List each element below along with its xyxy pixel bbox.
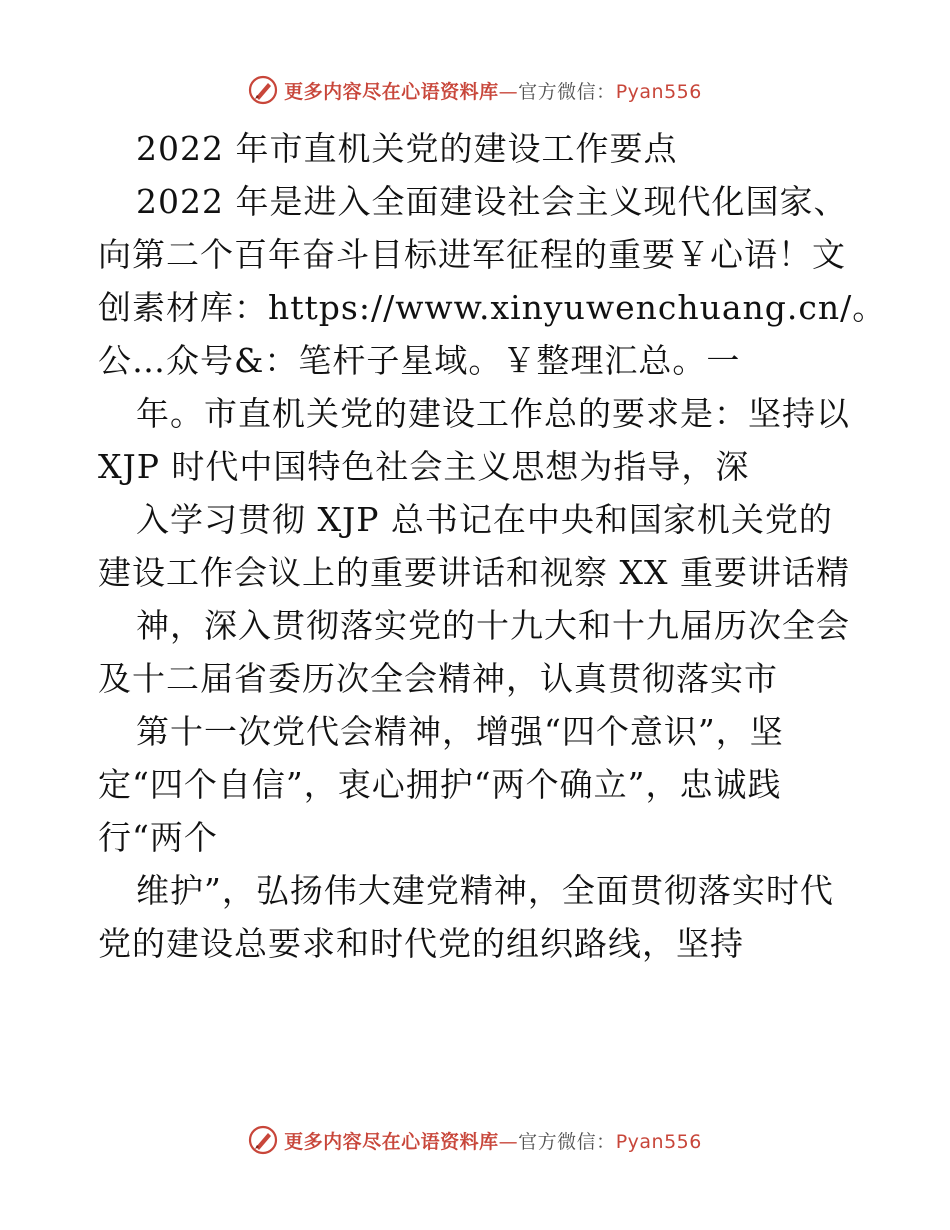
- footer-wechat-label: 官方微信：: [518, 1130, 616, 1153]
- text-line: 公…众号&：笔杆子星域。￥整理汇总。一: [98, 341, 741, 380]
- document-body: [98, 122, 887, 970]
- header-wechat-id: Pyan556: [615, 80, 702, 103]
- text-line: XJP 时代中国特色社会主义思想为指导，深: [98, 447, 750, 486]
- document-title: 2022 年市直机关党的建设工作要点: [136, 129, 678, 168]
- quill-pen-logo-icon: [248, 1125, 278, 1155]
- footer-banner-text: [284, 1127, 702, 1154]
- text-line: 第十一次党代会精神，增强“四个意识”，坚: [136, 712, 784, 751]
- text-line: 入学习贯彻 XJP 总书记在中央和国家机关党的: [136, 500, 833, 539]
- text-line: 党的建设总要求和时代党的组织路线，坚持: [98, 924, 744, 963]
- footer-dash: —: [498, 1130, 519, 1153]
- text-line: 建设工作会议上的重要讲话和视察 XX 重要讲话精: [98, 553, 850, 592]
- text-line: 向第二个百年奋斗目标进军征程的重要￥心语！文: [98, 235, 846, 274]
- footer-wechat-id: Pyan556: [615, 1130, 702, 1153]
- text-line: 2022 年是进入全面建设社会主义现代化国家、: [136, 182, 848, 221]
- header-dash: —: [498, 80, 519, 103]
- text-line: 维护”，弘扬伟大建党精神，全面贯彻落实时代: [136, 871, 834, 910]
- footer-banner: [0, 1120, 950, 1160]
- header-wechat-label: 官方微信：: [518, 80, 616, 103]
- text-line: 行“两个: [98, 818, 218, 857]
- header-banner: [0, 70, 950, 110]
- text-line: 年。市直机关党的建设工作总的要求是：坚持以: [136, 394, 850, 433]
- quill-pen-logo-icon: [248, 75, 278, 105]
- text-line: 神，深入贯彻落实党的十九大和十九届历次全会: [136, 606, 850, 645]
- text-line: 及十二届省委历次全会精神，认真贯彻落实市: [98, 659, 778, 698]
- text-line: 创素材库：https://www.xinyuwenchuang.cn/。: [98, 288, 887, 327]
- footer-site-name: 更多内容尽在心语资料库: [284, 1130, 499, 1153]
- header-site-name: 更多内容尽在心语资料库: [284, 80, 499, 103]
- header-banner-text: [284, 77, 702, 104]
- text-line: 定“四个自信”，衷心拥护“两个确立”，忠诚践: [98, 765, 782, 804]
